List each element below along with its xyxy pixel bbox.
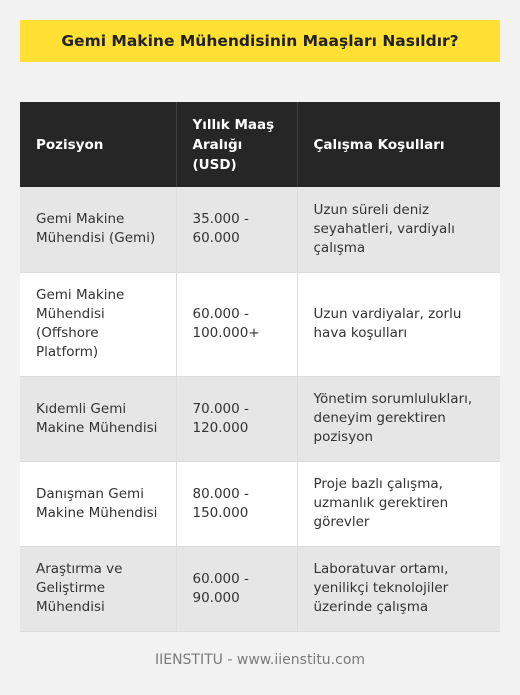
header-salary-range: Yıllık Maaş Aralığı (USD) [176,102,297,187]
table-row [20,376,500,461]
header-working-conditions: Çalışma Koşulları [297,102,500,187]
footer-credit: IIENSTITU - www.iienstitu.com [154,652,366,668]
cell-conditions: Uzun vardiyalar, zorlu hava koşulları [297,272,500,376]
cell-salary: 60.000 - 100.000+ [176,272,297,376]
cell-position: Kıdemli Gemi Makine Mühendisi [20,376,176,461]
cell-salary: 80.000 - 150.000 [176,461,297,546]
cell-position: Gemi Makine Mühendisi (Offshore Platform) [20,272,176,376]
cell-position: Araştırma ve Geliştirme Mühendisi [20,546,176,631]
table-header-row [20,102,500,187]
table-row [20,546,500,631]
cell-salary: 70.000 - 120.000 [176,376,297,461]
cell-conditions: Laboratuvar ortamı, yenilikçi teknolojiler üzerinde çalışma [297,546,500,631]
salary-table [20,102,500,632]
cell-conditions: Uzun süreli deniz seyahatleri, vardiyalı çalışma [297,187,500,272]
table-row [20,187,500,272]
cell-position: Gemi Makine Mühendisi (Gemi) [20,187,176,272]
table-row [20,461,500,546]
cell-position: Danışman Gemi Makine Mühendisi [20,461,176,546]
cell-salary: 60.000 - 90.000 [176,546,297,631]
cell-salary: 35.000 - 60.000 [176,187,297,272]
header-position: Pozisyon [20,102,176,187]
page-title: Gemi Makine Mühendisinin Maaşları Nasıldır? [20,20,500,62]
table-row [20,272,500,376]
cell-conditions: Yönetim sorumlulukları, deneyim gerektiren pozisyon [297,376,500,461]
cell-conditions: Proje bazlı çalışma, uzmanlık gerektiren görevler [297,461,500,546]
